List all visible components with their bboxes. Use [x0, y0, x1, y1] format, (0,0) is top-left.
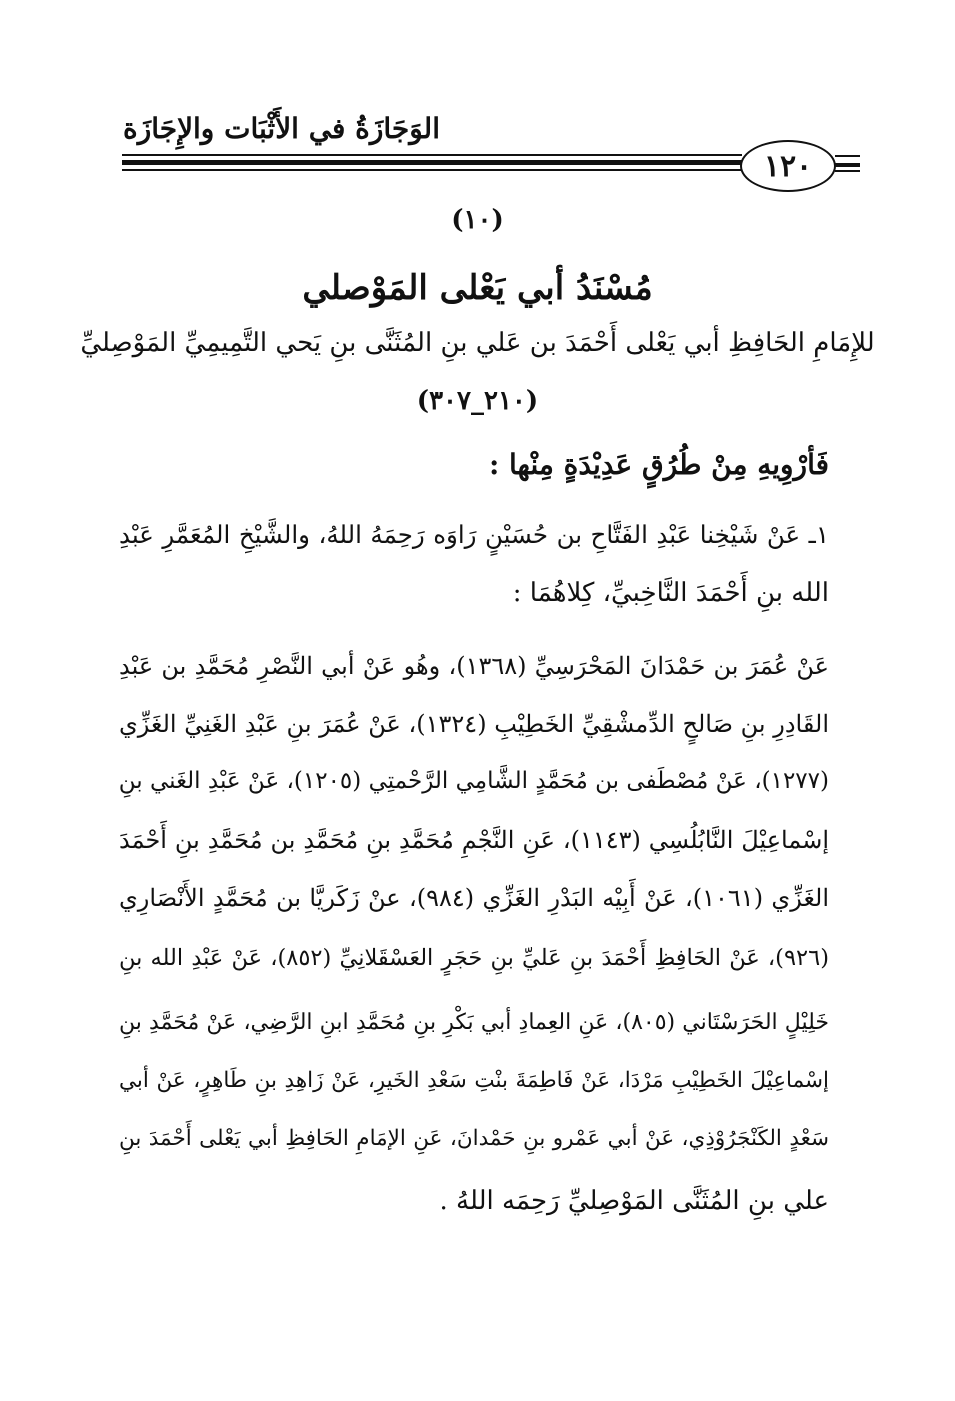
- header-rule-right-3: [835, 170, 860, 172]
- section-subtitle: للإِمَامِ الحَافِظِ أبي يَعْلى أَحْمَدَ بن عَلي بنِ المُثَنَّى بنِ يَحي التَّمِيمِيِّ المَوْصِليِّ: [80, 328, 875, 358]
- paragraph-line: ١ـ عَنْ شَيْخِنا عَبْدِ الفَتَّاحِ بن حُسَيْنٍ رَاوَه رَحِمَهُ اللهُ، والشَّيْخِ المُعَمَّرِ عَبْدِ: [119, 520, 829, 549]
- page-header: [0, 0, 955, 200]
- paragraph-line: القَادِرِ بنِ صَالحٍ الدِّمشْقِيِّ الخَطِيْبِ (١٣٢٤)، عَنْ عُمَرَ بنِ عَبْدِ الغَنِيِّ الغَزِّي: [119, 710, 829, 738]
- running-title: الوَجَازَةُ في الأَثْبَات والإِجَازَة: [123, 112, 440, 145]
- paragraph-line: (١٢٧٧)، عَنْ مُصْطَفى بن مُحَمَّدٍ الشَّامِي الرَّحْمتِي (١٢٠٥)، عَنْ عَبْدِ الغَني بنِ: [118, 768, 829, 794]
- paragraph-line: (٩٢٦)، عَنْ الحَافِظِ أَحْمَدَ بنِ عَليِّ بنِ حَجَرٍ العَسْقَلانِيِّ (٨٥٢)، عَنْ عَبْدِ الله بنِ: [119, 945, 829, 971]
- section-dates: (٢١٠_٣٠٧): [416, 386, 539, 416]
- header-rule-thin-lower: [122, 169, 742, 171]
- paragraph-line: الغَزِّي (١٠٦١)، عَنْ أَبِيْه البَدْرِ الغَزِّي (٩٨٤)، عنْ زَكَريَّا بن مُحَمَّدٍ الأَنْصَارِي: [119, 884, 830, 912]
- header-rule-right-1: [835, 155, 860, 157]
- header-rule-thin: [122, 154, 742, 156]
- paragraph-line: علي بنِ المُثَنَّى المَوْصِليِّ رَحِمَه اللهُ .: [439, 1186, 829, 1216]
- paragraph-line: إسْماعِيْلَ النَّابُلُسِي (١١٤٣)، عَنِ النَّجْمِ مُحَمَّدِ بنِ مُحَمَّدِ بن مُحَمَّدِ بنِ أَحْمَدَ: [119, 826, 829, 854]
- paragraph-line: الله بنِ أَحْمَدَ النَّاخِبيِّ، كِلاهُمَا :: [512, 578, 829, 608]
- paragraph-line: سَعْدٍ الكَنْجَرُوْذِي، عَنْ أبي عَمْرو بنِ حَمْدانَ، عَنِ الإمَامِ الحَافِظِ أبي يَعْلى أَحْمَدَ بنِ: [119, 1126, 829, 1151]
- section-number: (١٠): [451, 205, 504, 235]
- header-rule-thick: [122, 160, 742, 165]
- paragraph-line: عَنْ عُمَرَ بن حَمْدَانَ المَحْرَسِيِّ (١٣٦٨)، وهُو عَنْ أبي النَّصْرِ مُحَمَّدِ بن عَبْدِ: [119, 652, 829, 680]
- section-intro: فَأرْوِيهِ مِنْ طُرُقٍ عَدِيْدَةٍ مِنْها :: [488, 448, 829, 481]
- header-rule-right-2: [835, 163, 860, 167]
- paragraph-line: إسْماعِيْلَ الخَطِيْبِ مَرْدَا، عَنْ فَاطِمَةَ بنْتِ سَعْدِ الخَيرِ، عَنْ زَاهِدِ بنِ طَاهِرٍ، عَنْ أبي: [119, 1068, 829, 1093]
- page-number-badge: [740, 140, 836, 192]
- section-title: مُسْنَدُ أبي يَعْلى المَوْصلي: [302, 268, 653, 308]
- page-number: ١٢٠: [763, 148, 813, 184]
- paragraph-line: خَلِيْلٍ الحَرَسْتَاني (٨٠٥)، عَنِ العِمادِ أبي بَكْرِ بنِ مُحَمَّدِ ابنِ الرَّضِي، عَنْ مُحَمَّدِ بنِ: [119, 1010, 829, 1035]
